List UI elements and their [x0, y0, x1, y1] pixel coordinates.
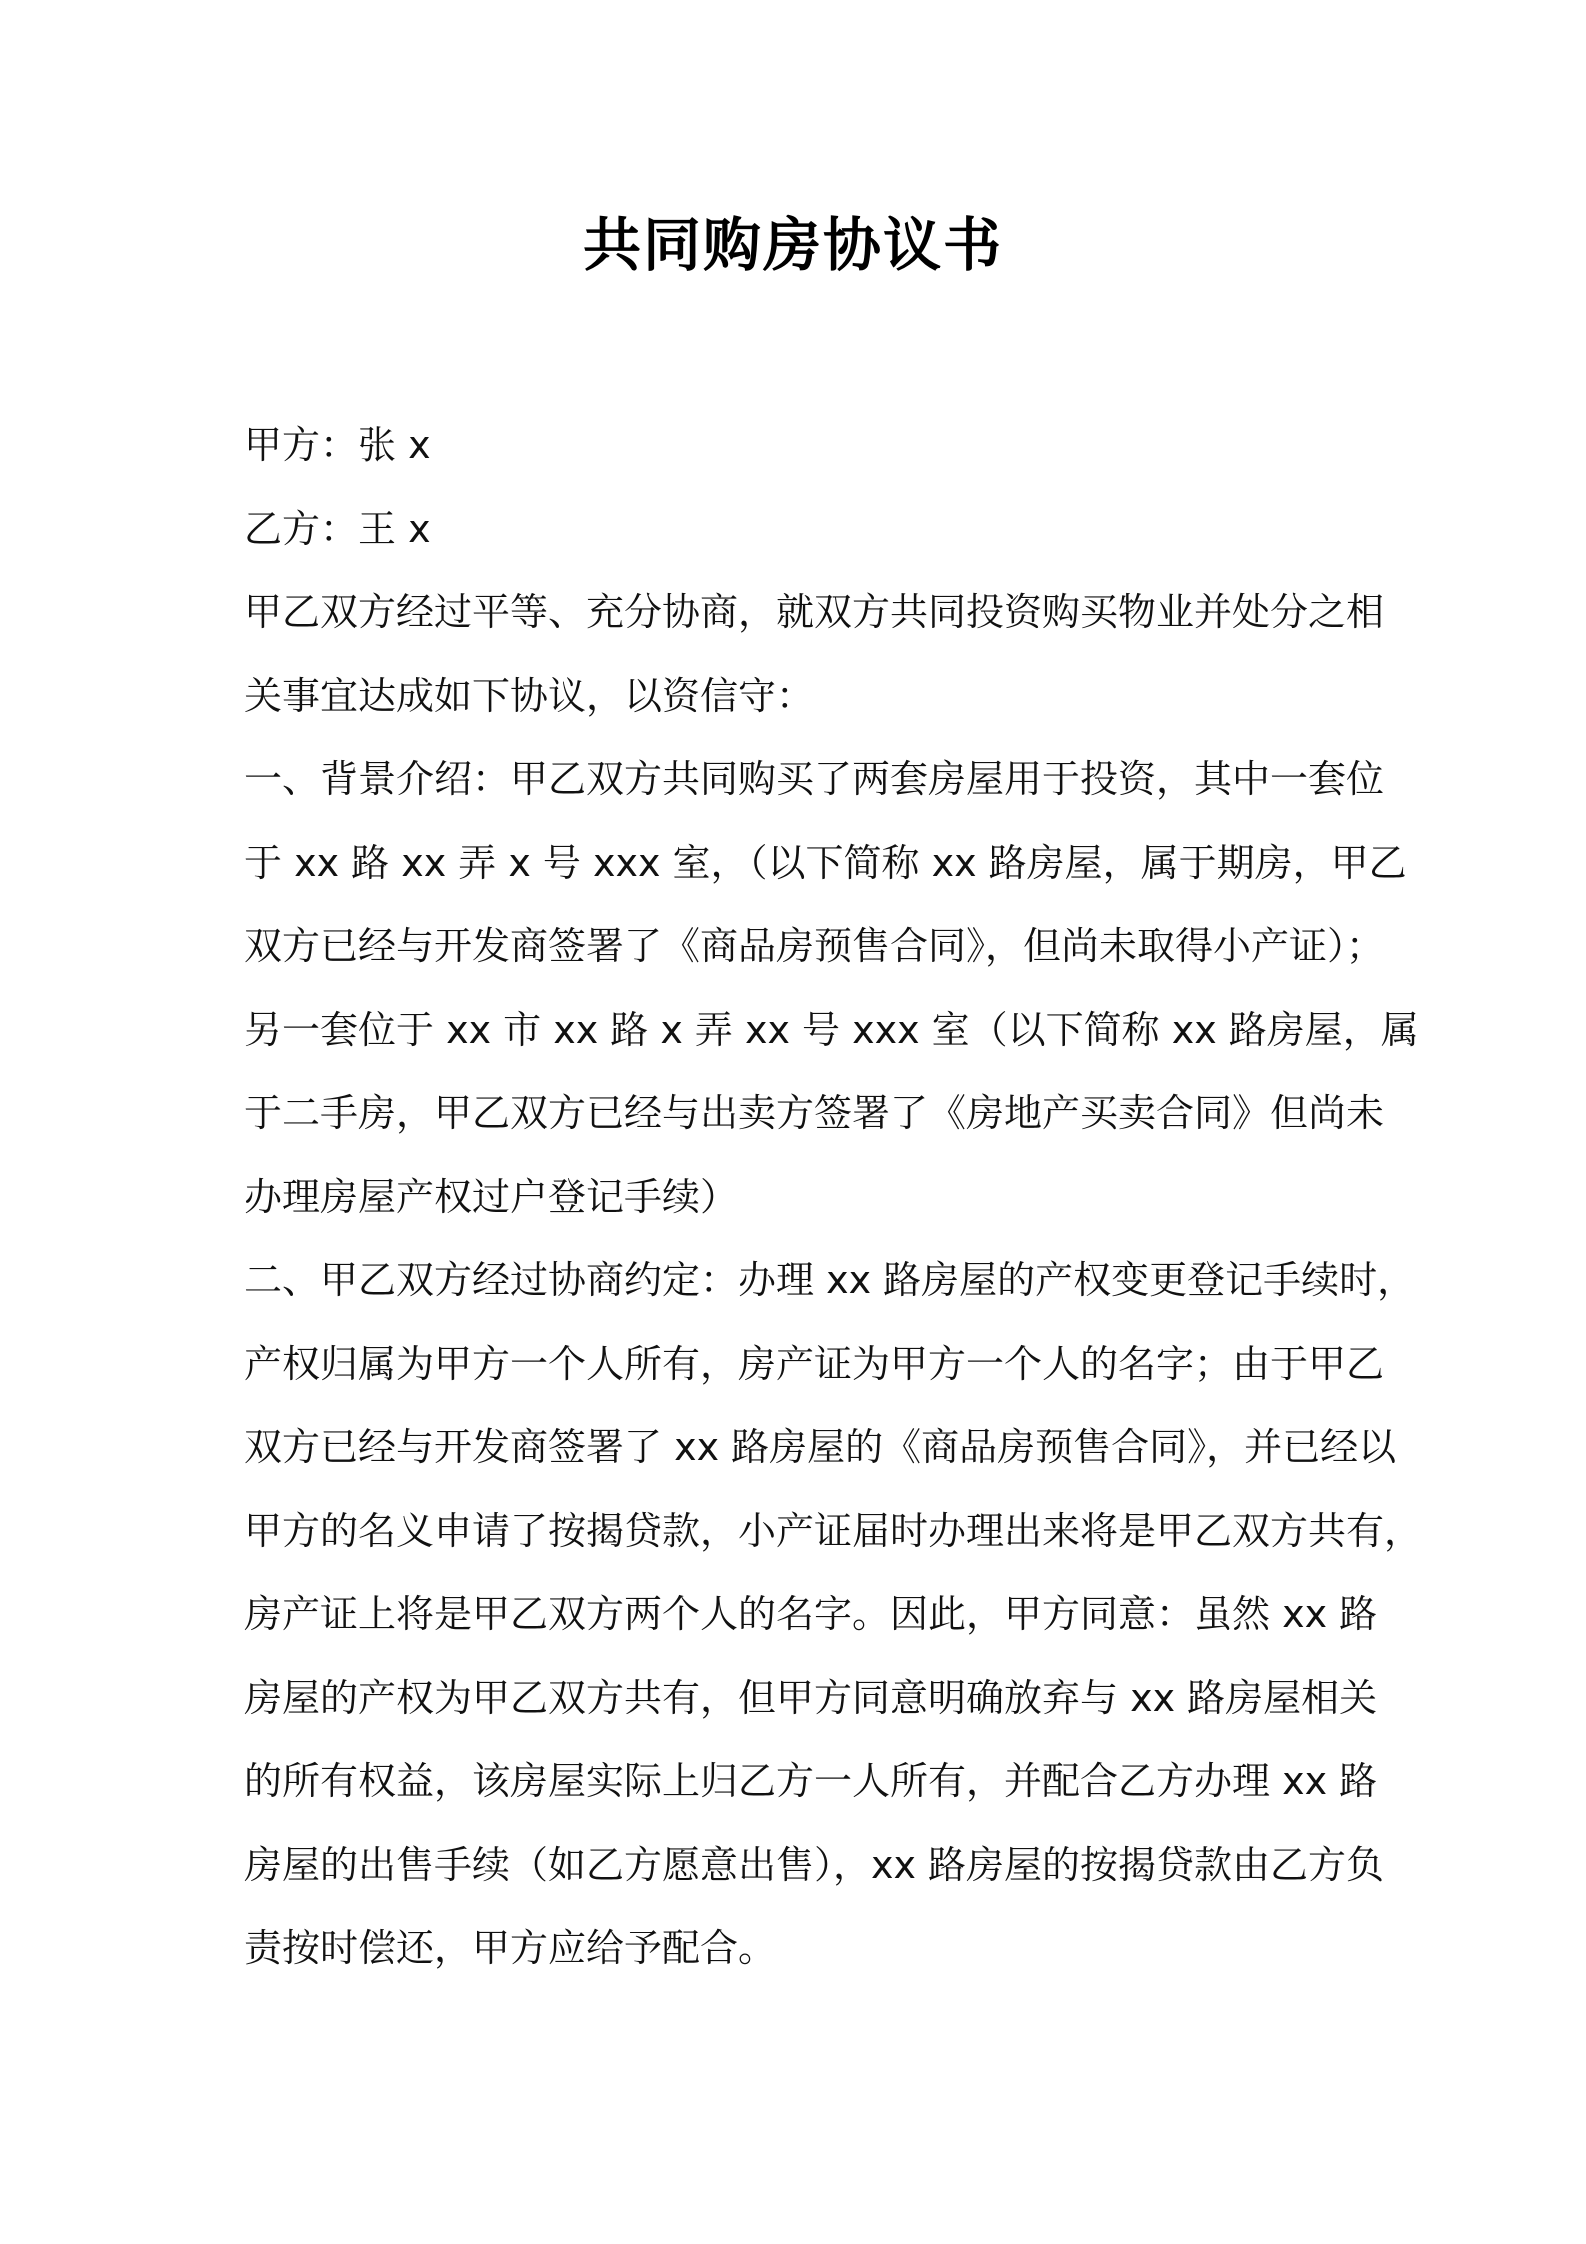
- party-a-line: 甲方：张 x: [244, 423, 431, 467]
- party-b-line: 乙方：王 x: [244, 506, 431, 551]
- paragraph-line: 二、甲乙双方经过协商约定：办理 xx 路房屋的产权变更登记手续时，: [244, 1258, 1416, 1302]
- paragraph-line: 的所有权益，该房屋实际上归乙方一人所有，并配合乙方办理 xx 路: [244, 1759, 1378, 1803]
- document-body: [244, 404, 1423, 1991]
- paragraph-line: 甲乙双方经过平等、充分协商，就双方共同投资购买物业并处分之相: [244, 590, 1385, 634]
- paragraph-line: 办理房屋产权过户登记手续）: [244, 1174, 739, 1219]
- paragraph-line: 一、背景介绍：甲乙双方共同购买了两套房屋用于投资，其中一套位: [244, 757, 1385, 801]
- paragraph-line: 房产证上将是甲乙双方两个人的名字。因此，甲方同意：虽然 xx 路: [244, 1592, 1378, 1636]
- paragraph-line: 于二手房，甲乙双方已经与出卖方签署了《房地产买卖合同》但尚未: [244, 1091, 1385, 1135]
- paragraph-line: 另一套位于 xx 市 xx 路 x 弄 xx 号 xxx 室（以下简称 xx 路房屋，属: [244, 1007, 1419, 1052]
- paragraph-line: 产权归属为甲方一个人所有，房产证为甲方一个人的名字；由于甲乙: [244, 1341, 1385, 1386]
- paragraph-line: 甲方的名义申请了按揭贷款，小产证届时办理出来将是甲乙双方共有，: [244, 1508, 1423, 1553]
- paragraph-line: 于 xx 路 xx 弄 x 号 xxx 室，（以下简称 xx 路房屋，属于期房，甲乙: [244, 840, 1407, 885]
- paragraph-line: 双方已经与开发商签署了 xx 路房屋的《商品房预售合同》，并已经以: [244, 1425, 1397, 1469]
- paragraph-line: 房屋的出售手续（如乙方愿意出售），xx 路房屋的按揭贷款由乙方负: [244, 1842, 1385, 1887]
- paragraph-line: 责按时偿还，甲方应给予配合。: [244, 1926, 777, 1970]
- paragraph-line: 关事宜达成如下协议，以资信守：: [244, 673, 815, 718]
- paragraph-line: 房屋的产权为甲乙双方共有，但甲方同意明确放弃与 xx 路房屋相关: [244, 1675, 1378, 1720]
- paragraph-line: 双方已经与开发商签署了《商品房预售合同》，但尚未取得小产证）；: [244, 924, 1385, 968]
- document-title: 共同购房协议书: [582, 211, 1003, 279]
